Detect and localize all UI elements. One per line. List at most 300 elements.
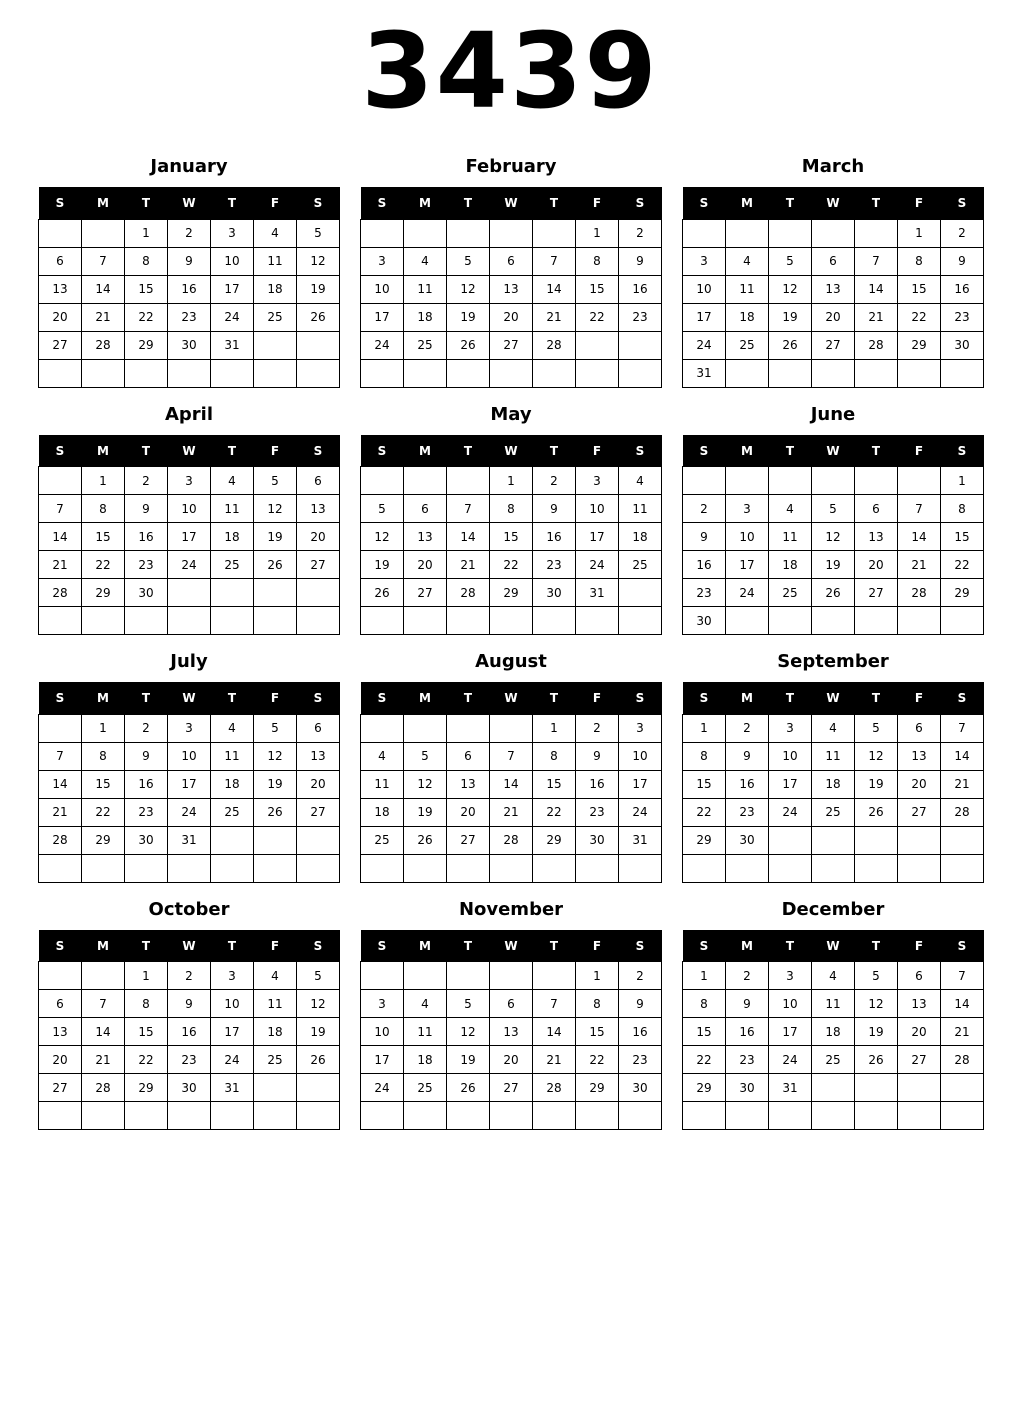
day-cell[interactable]: 13	[39, 1018, 82, 1046]
day-cell[interactable]: 14	[447, 523, 490, 551]
day-cell[interactable]: 22	[576, 303, 619, 331]
day-cell[interactable]: 29	[490, 579, 533, 607]
day-cell[interactable]: 12	[254, 742, 297, 770]
day-cell[interactable]: 13	[855, 523, 898, 551]
day-cell[interactable]: 12	[254, 495, 297, 523]
day-cell[interactable]: 9	[619, 990, 662, 1018]
day-cell[interactable]: 26	[404, 826, 447, 854]
day-cell[interactable]: 23	[726, 1046, 769, 1074]
day-cell[interactable]: 20	[490, 1046, 533, 1074]
day-cell[interactable]: 12	[297, 247, 340, 275]
day-cell[interactable]: 30	[726, 826, 769, 854]
day-cell[interactable]: 23	[125, 551, 168, 579]
day-cell[interactable]: 1	[683, 962, 726, 990]
day-cell[interactable]: 11	[254, 247, 297, 275]
day-cell[interactable]: 4	[812, 714, 855, 742]
day-cell[interactable]: 2	[576, 714, 619, 742]
day-cell[interactable]: 27	[812, 331, 855, 359]
day-cell[interactable]: 6	[297, 714, 340, 742]
day-cell[interactable]: 30	[533, 579, 576, 607]
day-cell[interactable]: 14	[898, 523, 941, 551]
day-cell[interactable]: 28	[82, 1074, 125, 1102]
day-cell[interactable]: 22	[941, 551, 984, 579]
day-cell[interactable]: 15	[683, 770, 726, 798]
day-cell[interactable]: 24	[769, 1046, 812, 1074]
day-cell[interactable]: 11	[404, 1018, 447, 1046]
day-cell[interactable]: 20	[490, 303, 533, 331]
day-cell[interactable]: 3	[361, 990, 404, 1018]
day-cell[interactable]: 16	[941, 275, 984, 303]
day-cell[interactable]: 2	[125, 714, 168, 742]
day-cell[interactable]: 13	[490, 1018, 533, 1046]
day-cell[interactable]: 17	[619, 770, 662, 798]
day-cell[interactable]: 5	[404, 742, 447, 770]
day-cell[interactable]: 2	[168, 962, 211, 990]
day-cell[interactable]: 22	[576, 1046, 619, 1074]
day-cell[interactable]: 8	[898, 247, 941, 275]
day-cell[interactable]: 15	[898, 275, 941, 303]
day-cell[interactable]: 21	[39, 551, 82, 579]
day-cell[interactable]: 1	[576, 962, 619, 990]
day-cell[interactable]: 3	[769, 714, 812, 742]
day-cell[interactable]: 4	[254, 962, 297, 990]
day-cell[interactable]: 7	[533, 990, 576, 1018]
day-cell[interactable]: 26	[812, 579, 855, 607]
day-cell[interactable]: 1	[82, 467, 125, 495]
day-cell[interactable]: 31	[683, 359, 726, 387]
day-cell[interactable]: 18	[769, 551, 812, 579]
day-cell[interactable]: 21	[533, 1046, 576, 1074]
day-cell[interactable]: 23	[941, 303, 984, 331]
day-cell[interactable]: 24	[576, 551, 619, 579]
day-cell[interactable]: 20	[898, 1018, 941, 1046]
day-cell[interactable]: 9	[125, 742, 168, 770]
day-cell[interactable]: 11	[404, 275, 447, 303]
day-cell[interactable]: 12	[812, 523, 855, 551]
day-cell[interactable]: 3	[211, 219, 254, 247]
day-cell[interactable]: 13	[447, 770, 490, 798]
day-cell[interactable]: 31	[576, 579, 619, 607]
day-cell[interactable]: 14	[855, 275, 898, 303]
day-cell[interactable]: 28	[490, 826, 533, 854]
day-cell[interactable]: 8	[490, 495, 533, 523]
day-cell[interactable]: 23	[683, 579, 726, 607]
day-cell[interactable]: 14	[533, 275, 576, 303]
day-cell[interactable]: 11	[812, 742, 855, 770]
day-cell[interactable]: 3	[619, 714, 662, 742]
day-cell[interactable]: 22	[533, 798, 576, 826]
day-cell[interactable]: 30	[125, 579, 168, 607]
day-cell[interactable]: 8	[683, 990, 726, 1018]
day-cell[interactable]: 10	[211, 990, 254, 1018]
day-cell[interactable]: 12	[855, 742, 898, 770]
day-cell[interactable]: 25	[211, 798, 254, 826]
day-cell[interactable]: 22	[683, 1046, 726, 1074]
day-cell[interactable]: 28	[39, 579, 82, 607]
day-cell[interactable]: 26	[447, 1074, 490, 1102]
day-cell[interactable]: 16	[619, 1018, 662, 1046]
day-cell[interactable]: 11	[769, 523, 812, 551]
day-cell[interactable]: 24	[619, 798, 662, 826]
day-cell[interactable]: 10	[361, 1018, 404, 1046]
day-cell[interactable]: 21	[490, 798, 533, 826]
day-cell[interactable]: 11	[361, 770, 404, 798]
day-cell[interactable]: 6	[812, 247, 855, 275]
day-cell[interactable]: 27	[898, 798, 941, 826]
day-cell[interactable]: 4	[211, 714, 254, 742]
day-cell[interactable]: 7	[39, 742, 82, 770]
day-cell[interactable]: 31	[168, 826, 211, 854]
day-cell[interactable]: 23	[619, 303, 662, 331]
day-cell[interactable]: 30	[168, 1074, 211, 1102]
day-cell[interactable]: 12	[447, 275, 490, 303]
day-cell[interactable]: 5	[812, 495, 855, 523]
day-cell[interactable]: 17	[361, 1046, 404, 1074]
day-cell[interactable]: 4	[812, 962, 855, 990]
day-cell[interactable]: 28	[39, 826, 82, 854]
day-cell[interactable]: 25	[254, 303, 297, 331]
day-cell[interactable]: 13	[490, 275, 533, 303]
day-cell[interactable]: 15	[576, 1018, 619, 1046]
day-cell[interactable]: 12	[361, 523, 404, 551]
day-cell[interactable]: 25	[769, 579, 812, 607]
day-cell[interactable]: 15	[82, 770, 125, 798]
day-cell[interactable]: 9	[576, 742, 619, 770]
day-cell[interactable]: 6	[297, 467, 340, 495]
day-cell[interactable]: 6	[490, 990, 533, 1018]
day-cell[interactable]: 4	[619, 467, 662, 495]
day-cell[interactable]: 7	[941, 962, 984, 990]
day-cell[interactable]: 4	[361, 742, 404, 770]
day-cell[interactable]: 18	[812, 770, 855, 798]
day-cell[interactable]: 15	[82, 523, 125, 551]
day-cell[interactable]: 27	[898, 1046, 941, 1074]
day-cell[interactable]: 20	[404, 551, 447, 579]
day-cell[interactable]: 1	[490, 467, 533, 495]
day-cell[interactable]: 3	[683, 247, 726, 275]
day-cell[interactable]: 22	[490, 551, 533, 579]
day-cell[interactable]: 23	[168, 1046, 211, 1074]
day-cell[interactable]: 19	[297, 1018, 340, 1046]
day-cell[interactable]: 24	[769, 798, 812, 826]
day-cell[interactable]: 12	[855, 990, 898, 1018]
day-cell[interactable]: 23	[576, 798, 619, 826]
day-cell[interactable]: 31	[769, 1074, 812, 1102]
day-cell[interactable]: 9	[533, 495, 576, 523]
day-cell[interactable]: 27	[855, 579, 898, 607]
day-cell[interactable]: 22	[82, 551, 125, 579]
day-cell[interactable]: 17	[211, 1018, 254, 1046]
day-cell[interactable]: 20	[855, 551, 898, 579]
day-cell[interactable]: 7	[533, 247, 576, 275]
day-cell[interactable]: 23	[726, 798, 769, 826]
day-cell[interactable]: 29	[576, 1074, 619, 1102]
day-cell[interactable]: 7	[898, 495, 941, 523]
day-cell[interactable]: 30	[576, 826, 619, 854]
day-cell[interactable]: 5	[361, 495, 404, 523]
day-cell[interactable]: 2	[726, 962, 769, 990]
day-cell[interactable]: 15	[490, 523, 533, 551]
day-cell[interactable]: 1	[576, 219, 619, 247]
day-cell[interactable]: 17	[361, 303, 404, 331]
day-cell[interactable]: 16	[619, 275, 662, 303]
day-cell[interactable]: 1	[533, 714, 576, 742]
day-cell[interactable]: 19	[254, 770, 297, 798]
day-cell[interactable]: 25	[404, 1074, 447, 1102]
day-cell[interactable]: 14	[490, 770, 533, 798]
day-cell[interactable]: 1	[941, 467, 984, 495]
day-cell[interactable]: 13	[297, 495, 340, 523]
day-cell[interactable]: 31	[619, 826, 662, 854]
day-cell[interactable]: 13	[297, 742, 340, 770]
day-cell[interactable]: 16	[168, 275, 211, 303]
day-cell[interactable]: 7	[941, 714, 984, 742]
day-cell[interactable]: 2	[941, 219, 984, 247]
day-cell[interactable]: 25	[812, 1046, 855, 1074]
day-cell[interactable]: 14	[533, 1018, 576, 1046]
day-cell[interactable]: 2	[619, 962, 662, 990]
day-cell[interactable]: 30	[168, 331, 211, 359]
day-cell[interactable]: 19	[447, 1046, 490, 1074]
day-cell[interactable]: 8	[683, 742, 726, 770]
day-cell[interactable]: 20	[447, 798, 490, 826]
day-cell[interactable]: 21	[941, 1018, 984, 1046]
day-cell[interactable]: 25	[812, 798, 855, 826]
day-cell[interactable]: 13	[898, 990, 941, 1018]
day-cell[interactable]: 23	[125, 798, 168, 826]
day-cell[interactable]: 4	[211, 467, 254, 495]
day-cell[interactable]: 18	[361, 798, 404, 826]
day-cell[interactable]: 26	[855, 798, 898, 826]
day-cell[interactable]: 8	[533, 742, 576, 770]
day-cell[interactable]: 30	[619, 1074, 662, 1102]
day-cell[interactable]: 13	[898, 742, 941, 770]
day-cell[interactable]: 10	[769, 742, 812, 770]
day-cell[interactable]: 17	[576, 523, 619, 551]
day-cell[interactable]: 9	[168, 247, 211, 275]
day-cell[interactable]: 17	[726, 551, 769, 579]
day-cell[interactable]: 1	[683, 714, 726, 742]
day-cell[interactable]: 8	[82, 742, 125, 770]
day-cell[interactable]: 15	[683, 1018, 726, 1046]
day-cell[interactable]: 28	[855, 331, 898, 359]
day-cell[interactable]: 2	[168, 219, 211, 247]
day-cell[interactable]: 14	[82, 1018, 125, 1046]
day-cell[interactable]: 17	[683, 303, 726, 331]
day-cell[interactable]: 28	[941, 1046, 984, 1074]
day-cell[interactable]: 5	[254, 467, 297, 495]
day-cell[interactable]: 21	[39, 798, 82, 826]
day-cell[interactable]: 11	[254, 990, 297, 1018]
day-cell[interactable]: 19	[855, 1018, 898, 1046]
day-cell[interactable]: 2	[683, 495, 726, 523]
day-cell[interactable]: 10	[168, 495, 211, 523]
day-cell[interactable]: 24	[361, 331, 404, 359]
day-cell[interactable]: 8	[82, 495, 125, 523]
day-cell[interactable]: 12	[404, 770, 447, 798]
day-cell[interactable]: 24	[168, 551, 211, 579]
day-cell[interactable]: 3	[361, 247, 404, 275]
day-cell[interactable]: 17	[211, 275, 254, 303]
day-cell[interactable]: 29	[533, 826, 576, 854]
day-cell[interactable]: 25	[726, 331, 769, 359]
day-cell[interactable]: 27	[490, 1074, 533, 1102]
day-cell[interactable]: 27	[297, 551, 340, 579]
day-cell[interactable]: 30	[726, 1074, 769, 1102]
day-cell[interactable]: 10	[726, 523, 769, 551]
day-cell[interactable]: 10	[619, 742, 662, 770]
day-cell[interactable]: 7	[82, 247, 125, 275]
day-cell[interactable]: 5	[447, 990, 490, 1018]
day-cell[interactable]: 10	[361, 275, 404, 303]
day-cell[interactable]: 26	[254, 551, 297, 579]
day-cell[interactable]: 9	[726, 742, 769, 770]
day-cell[interactable]: 29	[82, 579, 125, 607]
day-cell[interactable]: 12	[447, 1018, 490, 1046]
day-cell[interactable]: 10	[211, 247, 254, 275]
day-cell[interactable]: 22	[898, 303, 941, 331]
day-cell[interactable]: 24	[168, 798, 211, 826]
day-cell[interactable]: 26	[297, 1046, 340, 1074]
day-cell[interactable]: 22	[125, 1046, 168, 1074]
day-cell[interactable]: 17	[769, 1018, 812, 1046]
day-cell[interactable]: 3	[769, 962, 812, 990]
day-cell[interactable]: 18	[254, 1018, 297, 1046]
day-cell[interactable]: 16	[683, 551, 726, 579]
day-cell[interactable]: 21	[447, 551, 490, 579]
day-cell[interactable]: 9	[941, 247, 984, 275]
day-cell[interactable]: 19	[769, 303, 812, 331]
day-cell[interactable]: 29	[683, 826, 726, 854]
day-cell[interactable]: 5	[254, 714, 297, 742]
day-cell[interactable]: 11	[211, 742, 254, 770]
day-cell[interactable]: 13	[404, 523, 447, 551]
day-cell[interactable]: 27	[490, 331, 533, 359]
day-cell[interactable]: 19	[361, 551, 404, 579]
day-cell[interactable]: 10	[576, 495, 619, 523]
day-cell[interactable]: 18	[404, 303, 447, 331]
day-cell[interactable]: 8	[941, 495, 984, 523]
day-cell[interactable]: 8	[576, 247, 619, 275]
day-cell[interactable]: 24	[726, 579, 769, 607]
day-cell[interactable]: 19	[254, 523, 297, 551]
day-cell[interactable]: 20	[812, 303, 855, 331]
day-cell[interactable]: 29	[898, 331, 941, 359]
day-cell[interactable]: 13	[39, 275, 82, 303]
day-cell[interactable]: 9	[619, 247, 662, 275]
day-cell[interactable]: 8	[576, 990, 619, 1018]
day-cell[interactable]: 14	[39, 523, 82, 551]
day-cell[interactable]: 2	[533, 467, 576, 495]
day-cell[interactable]: 16	[125, 523, 168, 551]
day-cell[interactable]: 2	[619, 219, 662, 247]
day-cell[interactable]: 8	[125, 247, 168, 275]
day-cell[interactable]: 9	[726, 990, 769, 1018]
day-cell[interactable]: 18	[254, 275, 297, 303]
day-cell[interactable]: 6	[447, 742, 490, 770]
day-cell[interactable]: 12	[769, 275, 812, 303]
day-cell[interactable]: 23	[168, 303, 211, 331]
day-cell[interactable]: 22	[683, 798, 726, 826]
day-cell[interactable]: 26	[361, 579, 404, 607]
day-cell[interactable]: 27	[297, 798, 340, 826]
day-cell[interactable]: 18	[619, 523, 662, 551]
day-cell[interactable]: 29	[941, 579, 984, 607]
day-cell[interactable]: 6	[39, 247, 82, 275]
day-cell[interactable]: 20	[297, 770, 340, 798]
day-cell[interactable]: 25	[361, 826, 404, 854]
day-cell[interactable]: 21	[941, 770, 984, 798]
day-cell[interactable]: 7	[39, 495, 82, 523]
day-cell[interactable]: 26	[297, 303, 340, 331]
day-cell[interactable]: 29	[125, 331, 168, 359]
day-cell[interactable]: 25	[404, 331, 447, 359]
day-cell[interactable]: 20	[39, 1046, 82, 1074]
day-cell[interactable]: 21	[533, 303, 576, 331]
day-cell[interactable]: 6	[490, 247, 533, 275]
day-cell[interactable]: 18	[812, 1018, 855, 1046]
day-cell[interactable]: 15	[576, 275, 619, 303]
day-cell[interactable]: 5	[447, 247, 490, 275]
day-cell[interactable]: 28	[533, 1074, 576, 1102]
day-cell[interactable]: 21	[898, 551, 941, 579]
day-cell[interactable]: 19	[812, 551, 855, 579]
day-cell[interactable]: 16	[726, 1018, 769, 1046]
day-cell[interactable]: 11	[211, 495, 254, 523]
day-cell[interactable]: 5	[855, 962, 898, 990]
day-cell[interactable]: 26	[254, 798, 297, 826]
day-cell[interactable]: 18	[404, 1046, 447, 1074]
day-cell[interactable]: 6	[404, 495, 447, 523]
day-cell[interactable]: 3	[211, 962, 254, 990]
day-cell[interactable]: 18	[211, 523, 254, 551]
day-cell[interactable]: 19	[404, 798, 447, 826]
day-cell[interactable]: 4	[404, 990, 447, 1018]
day-cell[interactable]: 4	[726, 247, 769, 275]
day-cell[interactable]: 15	[533, 770, 576, 798]
day-cell[interactable]: 18	[726, 303, 769, 331]
day-cell[interactable]: 14	[39, 770, 82, 798]
day-cell[interactable]: 25	[619, 551, 662, 579]
day-cell[interactable]: 7	[490, 742, 533, 770]
day-cell[interactable]: 24	[361, 1074, 404, 1102]
day-cell[interactable]: 5	[769, 247, 812, 275]
day-cell[interactable]: 11	[726, 275, 769, 303]
day-cell[interactable]: 7	[855, 247, 898, 275]
day-cell[interactable]: 1	[125, 962, 168, 990]
day-cell[interactable]: 20	[297, 523, 340, 551]
day-cell[interactable]: 24	[683, 331, 726, 359]
day-cell[interactable]: 30	[941, 331, 984, 359]
day-cell[interactable]: 27	[447, 826, 490, 854]
day-cell[interactable]: 2	[125, 467, 168, 495]
day-cell[interactable]: 19	[447, 303, 490, 331]
day-cell[interactable]: 30	[125, 826, 168, 854]
day-cell[interactable]: 13	[812, 275, 855, 303]
day-cell[interactable]: 23	[533, 551, 576, 579]
day-cell[interactable]: 9	[168, 990, 211, 1018]
day-cell[interactable]: 22	[125, 303, 168, 331]
day-cell[interactable]: 20	[39, 303, 82, 331]
day-cell[interactable]: 6	[39, 990, 82, 1018]
day-cell[interactable]: 9	[125, 495, 168, 523]
day-cell[interactable]: 5	[297, 962, 340, 990]
day-cell[interactable]: 21	[82, 1046, 125, 1074]
day-cell[interactable]: 17	[769, 770, 812, 798]
day-cell[interactable]: 22	[82, 798, 125, 826]
day-cell[interactable]: 16	[533, 523, 576, 551]
day-cell[interactable]: 29	[82, 826, 125, 854]
